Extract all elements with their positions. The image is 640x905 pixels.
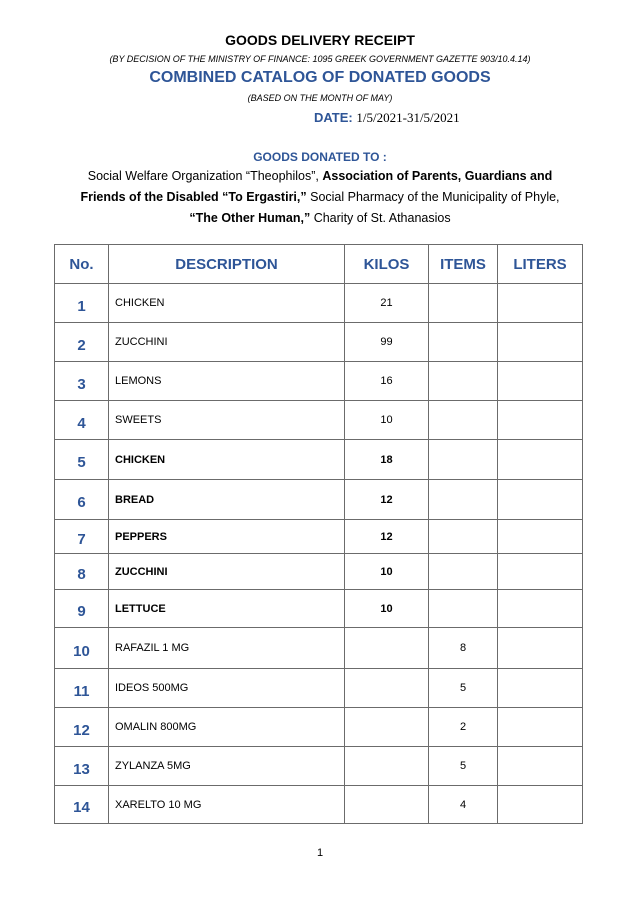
period-note: (BASED ON THE MONTH OF MAY) <box>247 93 393 103</box>
table-row <box>55 669 583 708</box>
table-row <box>55 362 583 401</box>
catalog-title: COMBINED CATALOG OF DONATED GOODS <box>149 69 491 86</box>
row-kilos <box>345 708 429 747</box>
row-description: XARELTO 10 MG <box>109 786 345 824</box>
goods-table <box>54 244 583 824</box>
row-liters <box>498 590 583 628</box>
row-kilos: 21 <box>345 284 429 323</box>
row-description: ZUCCHINI <box>109 323 345 362</box>
row-kilos <box>345 669 429 708</box>
row-description: LETTUCE <box>109 590 345 628</box>
row-liters <box>498 480 583 520</box>
row-liters <box>498 323 583 362</box>
row-liters <box>498 520 583 554</box>
row-description: ZUCCHINI <box>109 554 345 590</box>
recipient-other-human: “The Other Human,” <box>189 211 311 225</box>
row-number: 10 <box>55 628 109 669</box>
row-kilos: 12 <box>345 480 429 520</box>
table-row <box>55 480 583 520</box>
row-items <box>429 554 498 590</box>
table-row <box>55 590 583 628</box>
recipient-st-athanasios: Charity of St. Athanasios <box>310 211 451 225</box>
row-items: 8 <box>429 628 498 669</box>
legal-basis-note: (BY DECISION OF THE MINISTRY OF FINANCE: 1095 GREEK GOVERNMENT GAZETTE 903/10.4.14) <box>109 54 531 64</box>
row-description: CHICKEN <box>109 284 345 323</box>
row-description: LEMONS <box>109 362 345 401</box>
recipient-ergastiri: Association of Parents, Guardians and Friends of the Disabled “To Ergastiri,” <box>80 169 553 204</box>
row-kilos <box>345 786 429 824</box>
row-number: 7 <box>55 520 109 554</box>
row-liters <box>498 440 583 480</box>
row-description: RAFAZIL 1 MG <box>109 628 345 669</box>
row-kilos: 12 <box>345 520 429 554</box>
recipient-theophilos: Social Welfare Organization “Theophilos”, <box>87 169 323 183</box>
donated-to-heading: GOODS DONATED TO : <box>253 150 387 164</box>
row-items: 5 <box>429 669 498 708</box>
table-header-row <box>55 245 583 284</box>
row-liters <box>498 669 583 708</box>
row-kilos: 10 <box>345 401 429 440</box>
row-number: 4 <box>55 401 109 440</box>
row-number: 6 <box>55 480 109 520</box>
row-liters <box>498 786 583 824</box>
header-kilos: KILOS <box>345 245 429 284</box>
row-items <box>429 590 498 628</box>
header-liters: LITERS <box>498 245 583 284</box>
table-row <box>55 440 583 480</box>
row-liters <box>498 362 583 401</box>
row-kilos: 16 <box>345 362 429 401</box>
row-items <box>429 520 498 554</box>
page-number: 1 <box>316 847 324 859</box>
table-row <box>55 786 583 824</box>
row-liters <box>498 708 583 747</box>
table-row <box>55 323 583 362</box>
row-number: 8 <box>55 554 109 590</box>
row-description: BREAD <box>109 480 345 520</box>
row-kilos: 18 <box>345 440 429 480</box>
row-liters <box>498 628 583 669</box>
row-kilos <box>345 747 429 786</box>
row-items <box>429 323 498 362</box>
row-items <box>429 401 498 440</box>
table-row <box>55 628 583 669</box>
row-items <box>429 440 498 480</box>
row-number: 11 <box>55 669 109 708</box>
date-label: DATE: <box>314 110 353 125</box>
row-liters <box>498 284 583 323</box>
row-kilos: 10 <box>345 590 429 628</box>
table-row <box>55 284 583 323</box>
table-row <box>55 708 583 747</box>
row-number: 12 <box>55 708 109 747</box>
header-items: ITEMS <box>429 245 498 284</box>
row-number: 2 <box>55 323 109 362</box>
recipients-paragraph <box>70 166 570 229</box>
row-number: 9 <box>55 590 109 628</box>
header-description: DESCRIPTION <box>109 245 345 284</box>
row-description: ZYLANZA 5MG <box>109 747 345 786</box>
row-items: 5 <box>429 747 498 786</box>
date-value: 1/5/2021-31/5/2021 <box>356 110 460 125</box>
row-number: 14 <box>55 786 109 824</box>
row-items: 2 <box>429 708 498 747</box>
row-items <box>429 362 498 401</box>
receipt-title: GOODS DELIVERY RECEIPT <box>225 32 415 48</box>
row-description: IDEOS 500MG <box>109 669 345 708</box>
table-row <box>55 401 583 440</box>
row-liters <box>498 401 583 440</box>
table-row <box>55 554 583 590</box>
row-items <box>429 480 498 520</box>
row-kilos: 99 <box>345 323 429 362</box>
table-row <box>55 747 583 786</box>
date-line <box>314 110 460 126</box>
row-kilos: 10 <box>345 554 429 590</box>
row-kilos <box>345 628 429 669</box>
row-liters <box>498 554 583 590</box>
row-liters <box>498 747 583 786</box>
row-description: SWEETS <box>109 401 345 440</box>
row-number: 1 <box>55 284 109 323</box>
header-no: No. <box>55 245 109 284</box>
row-items: 4 <box>429 786 498 824</box>
table-row <box>55 520 583 554</box>
row-description: OMALIN 800MG <box>109 708 345 747</box>
row-description: CHICKEN <box>109 440 345 480</box>
row-items <box>429 284 498 323</box>
recipient-phyle-pharmacy: Social Pharmacy of the Municipality of Phyle, <box>306 190 560 204</box>
row-number: 5 <box>55 440 109 480</box>
row-description: PEPPERS <box>109 520 345 554</box>
row-number: 3 <box>55 362 109 401</box>
row-number: 13 <box>55 747 109 786</box>
